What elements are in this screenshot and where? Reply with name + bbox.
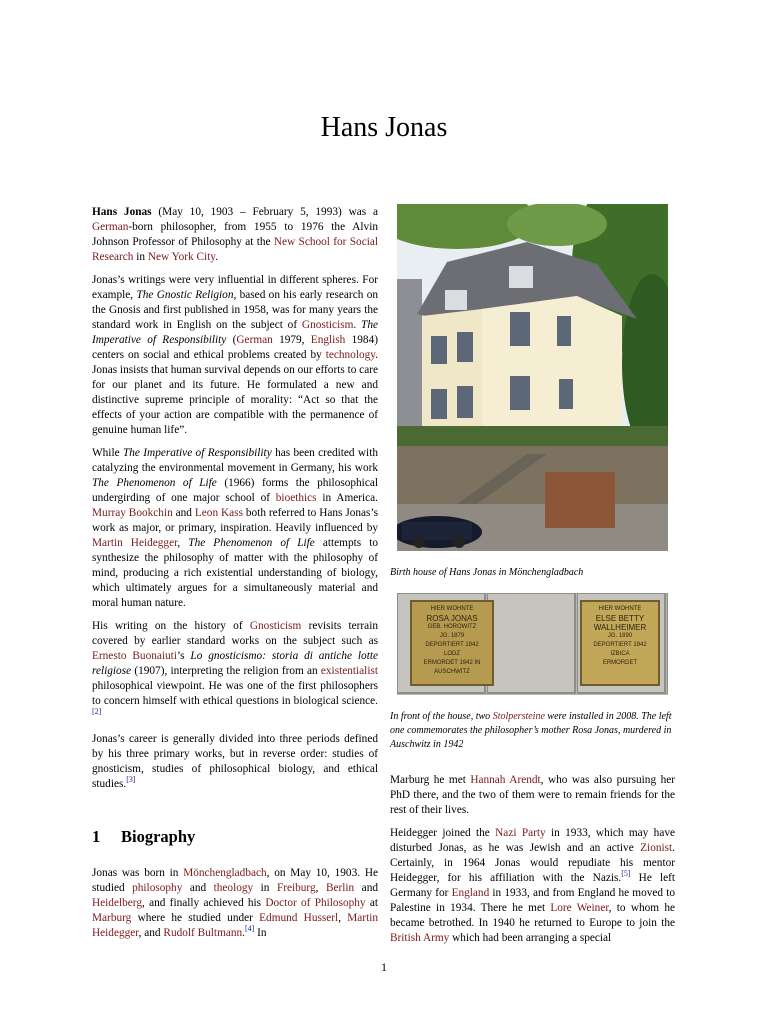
text: , who was also pursuing her PhD there, and the two of them were to remain friends for the rest of their lives. (390, 774, 675, 816)
text: , (338, 912, 348, 924)
gnosticism-paragraph (92, 619, 378, 724)
text: Jonas’s career is generally divided into three periods defined by his three primary works, but in reverse order: studies of gnosticism, studies of philosophical biology, and ethical studies. (92, 733, 378, 790)
text: , (315, 882, 326, 894)
link-edmund-husserl[interactable]: Edmund Husserl (259, 912, 339, 924)
book-title: The Phenomenon of Life (92, 477, 217, 489)
biography-left (92, 866, 378, 949)
link-leon-kass[interactable]: Leon Kass (194, 507, 243, 519)
section-heading-biography (92, 827, 195, 847)
nazi-paragraph (390, 826, 675, 946)
text: which had been arranging a special (449, 932, 612, 944)
text: Jonas’s writings were very influential in different spheres. For example, (92, 274, 378, 301)
text: Heidegger joined the (390, 827, 496, 839)
text: , (177, 537, 189, 549)
text: , on May 10, 1903. He studied (92, 867, 378, 894)
text: His writing on the history of (92, 620, 250, 632)
stone-line: WALLHEIMER (593, 623, 647, 632)
link-nazi-party[interactable]: Nazi Party (495, 827, 546, 839)
book-title: The Gnostic Religion (136, 289, 234, 301)
section-title: Biography (121, 827, 196, 846)
text: in 1933, which may have disturbed Jonas, as he was Jewish and an active (390, 827, 676, 854)
writings-paragraph (92, 273, 378, 438)
text: (May 10, 1903 – February 5, 1993) was a (151, 206, 378, 218)
text: were installed in 2008. The left one commemorates the philosopher’s mother Rosa Jonas, murdered in Auschwitz in 1942 (390, 711, 672, 750)
link-rudolf-bultmann[interactable]: Rudolf Bultmann (163, 927, 243, 939)
text: attempts to synthesize the philosophy of matter with the philosophy of mind, producing a rich existential understanding of biology, which ultimately argues for a simultaneously material and moral human nature. (92, 537, 378, 609)
text: has been credited with catalyzing the environmental movement in Germany, his work (92, 447, 378, 474)
link-heidelberg[interactable]: Heidelberg (92, 897, 142, 909)
career-paragraph (92, 732, 378, 792)
link-technology[interactable]: technology (325, 349, 376, 361)
stone-line: ERMORDET (602, 660, 638, 666)
link-new-york-city[interactable]: New York City (147, 251, 216, 263)
text: Jonas was born in (92, 867, 184, 879)
link-england[interactable]: England (451, 887, 490, 899)
link-monchengladbach[interactable]: Mönchengladbach (183, 867, 267, 879)
stone-line: HIER WOHNTE (430, 606, 474, 612)
text: in 1933, and from England he moved to Palestine in 1934. There he met (390, 887, 675, 914)
text: 1979, (272, 334, 311, 346)
book-title: The Phenomenon of Life (188, 537, 315, 549)
link-marburg[interactable]: Marburg (92, 912, 132, 924)
text: , and (138, 927, 164, 939)
stone-line: AUSCHWITZ (434, 669, 470, 675)
text: (1966) forms the philosophical undergirding of one major school of (92, 477, 378, 504)
text: revisits terrain covered by earlier standard works on the subject such as (92, 620, 378, 647)
stone-left-inscription (411, 605, 493, 677)
influence-paragraph (92, 446, 378, 611)
text: where he studied under (131, 912, 260, 924)
text: In front of the house, two (390, 711, 493, 722)
stone-line: ROSA JONAS (426, 614, 478, 623)
figure-caption-house: Birth house of Hans Jonas in Mönchengladbach (390, 567, 584, 578)
text: . (242, 927, 245, 939)
link-german-edition[interactable]: German (236, 334, 273, 346)
figure-caption-stolpersteine (390, 710, 680, 752)
arendt-paragraph (390, 773, 675, 818)
text: . Certainly, in 1964 Jonas would repudiate his mentor Heidegger, for his affiliation with the Nazis. (390, 842, 675, 884)
stone-line: JG. 1879 (439, 633, 465, 639)
text: ( (226, 334, 237, 346)
stone-right-inscription (581, 605, 659, 668)
link-lore-weiner[interactable]: Lore Weiner (550, 902, 609, 914)
citation-3[interactable]: [3] (126, 775, 136, 785)
book-title: The Imperative of Responsibility (92, 319, 378, 346)
text: in (253, 882, 277, 894)
text: . (215, 251, 219, 263)
text: and (182, 882, 214, 894)
text: Marburg he met (390, 774, 471, 786)
text: and (172, 507, 195, 519)
link-english-edition[interactable]: English (310, 334, 346, 346)
left-column (92, 205, 378, 800)
text: . Jonas insists that human survival depends on our efforts to care for our planet and its future. He formulated a new and distinctive supreme principle of morality: “Act so that the effects of your action are compatible with the permanence of genuine human life”. (92, 349, 378, 436)
link-hannah-arendt[interactable]: Hannah Arendt (470, 774, 541, 786)
citation-4[interactable]: [4] (245, 924, 255, 934)
text: 1984) centers on social and ethical problems created by (92, 334, 378, 361)
text: in America. (316, 492, 379, 504)
link-murray-bookchin[interactable]: Murray Bookchin (92, 507, 173, 519)
link-british-army[interactable]: British Army (390, 932, 450, 944)
right-column (390, 773, 675, 954)
text: , and finally achieved his (141, 897, 266, 909)
link-stolpersteine[interactable]: Stolpersteine (492, 711, 545, 722)
house-illustration (397, 204, 668, 551)
link-existentialist[interactable]: existentialist (320, 665, 378, 677)
link-theology[interactable]: theology (213, 882, 254, 894)
page-number: 1 (381, 960, 387, 974)
text: , to whom he became betrothed. In 1940 he returned to Europe to join the (390, 902, 675, 929)
stone-line: IZBICA (610, 651, 630, 657)
text: In (254, 927, 267, 939)
stone-line: ELSE BETTY (595, 614, 645, 623)
link-gnosticism[interactable]: Gnosticism (301, 319, 354, 331)
link-german[interactable]: German (92, 221, 129, 233)
link-philosophy[interactable]: philosophy (132, 882, 183, 894)
text: , based on his early research on the Gnosis and first published in 1958, was for many years the standard work in English on the subject of (92, 289, 378, 331)
link-zionist[interactable]: Zionist (640, 842, 673, 854)
link-gnosticism-2[interactable]: Gnosticism (249, 620, 302, 632)
link-freiburg[interactable]: Freiburg (276, 882, 316, 894)
text: (1907), interpreting the religion from an (131, 665, 321, 677)
citation-5[interactable]: [5] (621, 869, 631, 879)
text: at (365, 897, 378, 909)
stone-line: ERMORDET 1942 IN (423, 660, 481, 666)
link-martin-heidegger-2[interactable]: Martin Heidegger (92, 912, 378, 939)
intro-paragraph (92, 205, 378, 265)
stone-line: JG. 1890 (607, 633, 633, 639)
stone-line: DEPORTIERT 1942 (593, 642, 647, 648)
biography-paragraph (92, 866, 378, 941)
stolpersteine-photo (397, 593, 668, 695)
link-martin-heidegger[interactable]: Martin Heidegger (92, 537, 178, 549)
link-berlin[interactable]: Berlin (325, 882, 355, 894)
text: -born philosopher, from 1955 to 1976 the Alvin Johnson Professor of Philosophy at the (92, 221, 378, 248)
page-title: Hans Jonas (320, 112, 448, 143)
house-photo (397, 204, 668, 551)
section-number: 1 (92, 827, 101, 846)
link-bioethics[interactable]: bioethics (275, 492, 317, 504)
stone-line: GEB. HOROWITZ (427, 624, 477, 630)
stone-line: LODZ (443, 651, 460, 657)
text: ’s (176, 650, 191, 662)
subject-name: Hans Jonas (92, 206, 152, 218)
text: and (354, 882, 378, 894)
book-title: The Imperative of Responsibility (122, 447, 272, 459)
text: philosophical viewpoint. He was one of the first philosophers to concern himself with ethical questions in biological science. (92, 680, 378, 707)
citation-2[interactable]: [2] (92, 707, 102, 717)
link-doctor-of-philosophy[interactable]: Doctor of Philosophy (265, 897, 366, 909)
text: He left Germany for (390, 872, 675, 899)
stone-line: HIER WOHNTE (598, 606, 642, 612)
text: both referred to Hans Jonas’s work as major, or primary, inspiration. Heavily influenced by (92, 507, 378, 534)
book-title: Lo gnosticismo: storia di antiche lotte religiose (92, 650, 379, 677)
stone-line: DEPORTIERT 1942 (425, 642, 479, 648)
text: . (353, 319, 362, 331)
link-ernesto-buonaiuti[interactable]: Ernesto Buonaiuti (92, 650, 177, 662)
text: While (92, 447, 123, 459)
link-new-school[interactable]: New School for Social Research (92, 236, 378, 263)
text: in (133, 251, 148, 263)
